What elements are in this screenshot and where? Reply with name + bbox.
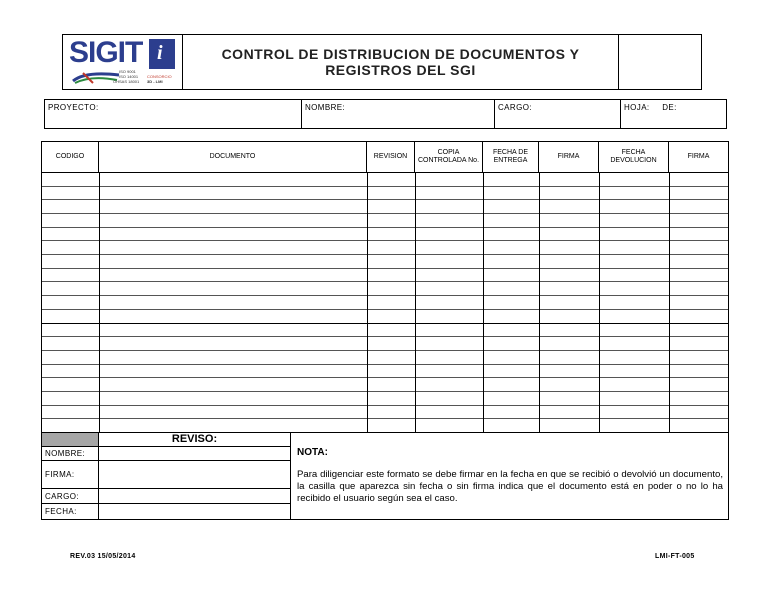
table-row-divider (42, 405, 728, 406)
header-divider (42, 172, 728, 173)
logo-cert-2: ISO 14001 (119, 74, 139, 79)
reviso-nombre-label: NOMBRE: (42, 447, 99, 461)
document-header (62, 34, 702, 90)
reviso-firma-label: FIRMA: (42, 461, 99, 489)
cargo-label: CARGO: (498, 103, 532, 112)
col-header-codigo: CODIGO (42, 142, 99, 172)
logo-3dlmi: 3D - LMI (147, 79, 163, 84)
table-row-divider (42, 350, 728, 351)
proyecto-label: PROYECTO: (48, 103, 99, 112)
nota-title: NOTA: (297, 447, 328, 458)
logo-wordmark: SIGIT (69, 36, 143, 69)
reviso-fecha-input[interactable] (99, 504, 291, 519)
table-row-divider (42, 391, 728, 392)
table-row-divider (42, 295, 728, 296)
revision-footer: REV.03 15/05/2014 (70, 553, 136, 560)
nombre-label: NOMBRE: (305, 103, 346, 112)
distribution-table (41, 141, 729, 433)
table-column-divider (415, 172, 416, 432)
table-row-divider (42, 364, 728, 365)
title-cell (183, 35, 619, 89)
hoja-label: HOJA: (624, 103, 650, 112)
table-column-divider (669, 172, 670, 432)
table-row-divider (42, 309, 728, 310)
logo-cert-1: ISO 9001 (119, 69, 136, 74)
hoja-field[interactable] (621, 100, 726, 128)
table-row-divider (42, 336, 728, 337)
reviso-fecha-label: FECHA: (42, 504, 99, 519)
table-row-divider (42, 418, 728, 419)
project-info-row (44, 99, 727, 129)
table-row-divider (42, 227, 728, 228)
table-column-divider (539, 172, 540, 432)
page-title: CONTROL DE DISTRIBUCION DE DOCUMENTOS Y REGISTROS DEL SGI (221, 46, 580, 78)
reviso-gray-header (42, 433, 99, 447)
table-column-divider (367, 172, 368, 432)
col-header-fecha-entrega: FECHA DE ENTREGA (483, 142, 539, 172)
table-row-divider (42, 213, 728, 214)
table-row-divider (42, 377, 728, 378)
logo-consorcio: CONSORCIO (147, 74, 172, 79)
de-label: DE: (662, 103, 677, 112)
reviso-firma-input[interactable] (99, 461, 291, 489)
table-row-divider (42, 240, 728, 241)
table-row-divider (42, 281, 728, 282)
col-header-copia-controlada: COPIA CONTROLADA No. (415, 142, 483, 172)
reviso-cargo-label: CARGO: (42, 489, 99, 504)
cargo-field[interactable] (495, 100, 621, 128)
reviso-nombre-input[interactable] (99, 447, 291, 461)
nota-body: Para diligenciar este formato se debe firmar en la fecha en que se recibió o devolvió un documento, la casilla que aparezca sin fecha o sin firma indica que el documento está en poder o no lo ha recibido el usuario según sea el caso. (297, 469, 723, 504)
col-header-fecha-devolucion: FECHA DEVOLUCION (599, 142, 669, 172)
table-row-divider (42, 254, 728, 255)
table-column-divider (483, 172, 484, 432)
review-notes-section (41, 433, 729, 520)
col-header-firma: FIRMA (539, 142, 599, 172)
table-row-divider (42, 323, 728, 324)
logo-cert-3: OHSAS 18001 (113, 79, 140, 84)
table-column-divider (599, 172, 600, 432)
company-logo (63, 35, 183, 89)
form-code-footer: LMI-FT-005 (655, 553, 695, 560)
table-row-divider (42, 268, 728, 269)
table-row-divider (42, 186, 728, 187)
table-column-divider (99, 172, 100, 432)
nombre-field[interactable] (302, 100, 495, 128)
col-header-firma-devolucion: FIRMA (687, 153, 710, 160)
reviso-title: REVISO: (99, 433, 291, 447)
col-header-documento: DOCUMENTO (99, 142, 367, 172)
proyecto-field[interactable] (45, 100, 302, 128)
col-header-revision: REVISION (367, 142, 415, 172)
table-row-divider (42, 199, 728, 200)
logo-badge-letter: i (157, 42, 163, 64)
reviso-cargo-input[interactable] (99, 489, 291, 504)
